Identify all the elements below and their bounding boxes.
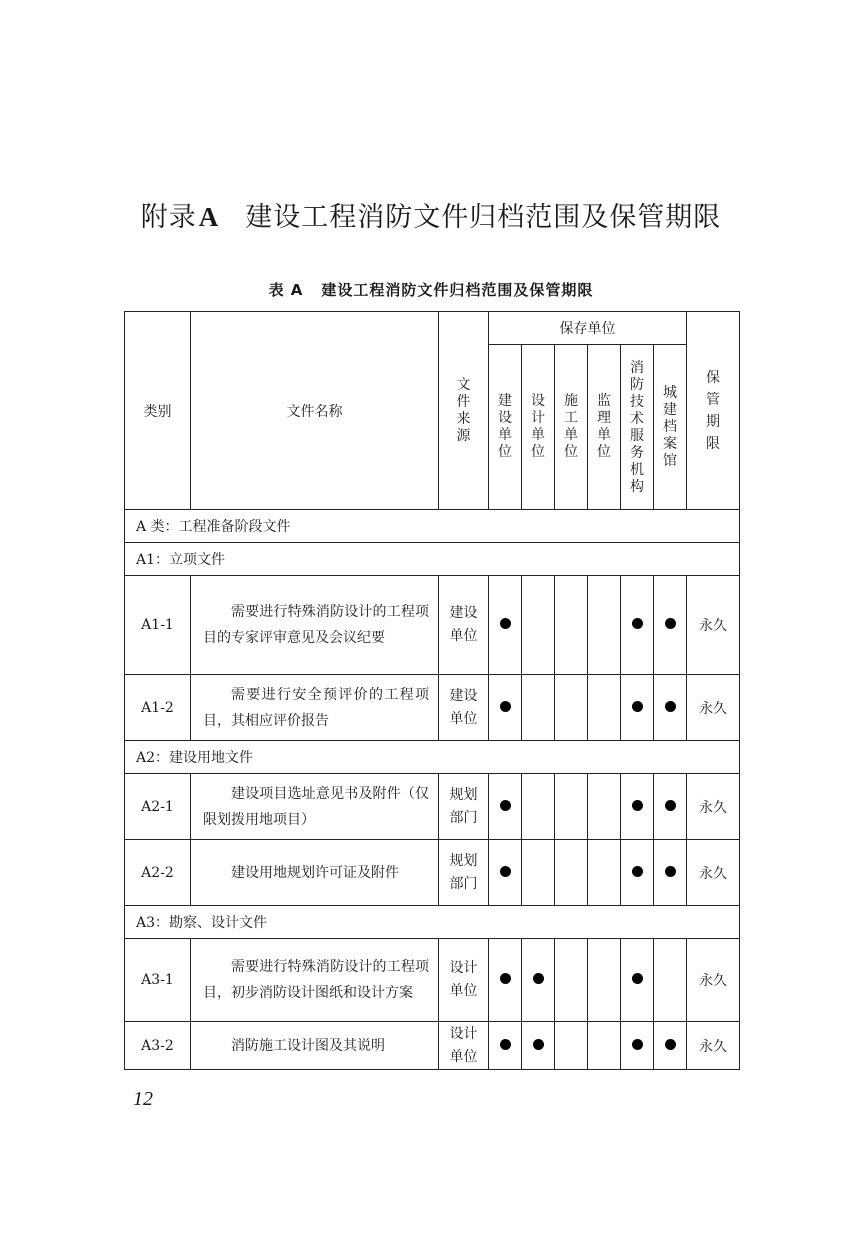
section-row	[125, 906, 740, 939]
filled-dot-icon	[632, 1039, 643, 1050]
archive-table	[124, 311, 740, 1070]
filled-dot-icon	[632, 866, 643, 877]
filled-dot-icon	[665, 866, 676, 877]
mark-cell	[489, 840, 522, 906]
section-a: A 类：工程准备阶段文件	[125, 510, 740, 543]
filled-dot-icon	[665, 701, 676, 712]
header-unit: 建设单位	[489, 345, 522, 510]
table-row	[125, 675, 740, 741]
mark-cell	[522, 939, 555, 1022]
header-unit: 监理单位	[588, 345, 621, 510]
row-code: A1-1	[125, 576, 191, 675]
section-a3: A3：勘察、设计文件	[125, 906, 740, 939]
mark-cell	[621, 840, 654, 906]
row-source: 设计单位	[439, 1022, 489, 1070]
mark-cell	[555, 840, 588, 906]
filled-dot-icon	[665, 800, 676, 811]
filled-dot-icon	[500, 701, 511, 712]
table-row	[125, 1022, 740, 1070]
table-caption	[0, 279, 862, 300]
mark-cell	[654, 774, 687, 840]
mark-cell	[522, 774, 555, 840]
row-period: 永久	[687, 1022, 740, 1070]
mark-cell	[621, 774, 654, 840]
header-unit: 消防技术服务机构	[621, 345, 654, 510]
section-a1: A1：立项文件	[125, 543, 740, 576]
header-save-units: 保存单位	[489, 312, 687, 345]
row-file-name: 需要进行安全预评价的工程项目，其相应评价报告	[191, 675, 439, 741]
page-number: 12	[133, 1088, 153, 1110]
mark-cell	[654, 675, 687, 741]
section-row	[125, 741, 740, 774]
filled-dot-icon	[500, 800, 511, 811]
appendix-prefix: 附录	[140, 202, 197, 233]
mark-cell	[654, 576, 687, 675]
section-row	[125, 543, 740, 576]
appendix-letter: A	[198, 202, 220, 232]
filled-dot-icon	[632, 973, 643, 984]
row-source: 建设单位	[439, 576, 489, 675]
mark-cell	[489, 774, 522, 840]
table-row	[125, 939, 740, 1022]
row-code: A3-2	[125, 1022, 191, 1070]
mark-cell	[522, 1022, 555, 1070]
row-source: 建设单位	[439, 675, 489, 741]
mark-cell	[489, 675, 522, 741]
table-row	[125, 576, 740, 675]
header-unit: 城建档案馆	[654, 345, 687, 510]
header-row-1	[125, 312, 740, 345]
filled-dot-icon	[533, 1039, 544, 1050]
row-source: 规划部门	[439, 774, 489, 840]
header-file-name: 文件名称	[191, 312, 439, 510]
mark-cell	[522, 840, 555, 906]
header-unit: 设计单位	[522, 345, 555, 510]
mark-cell	[588, 1022, 621, 1070]
mark-cell	[522, 675, 555, 741]
mark-cell	[555, 675, 588, 741]
row-code: A1-2	[125, 675, 191, 741]
mark-cell	[555, 576, 588, 675]
row-period: 永久	[687, 675, 740, 741]
header-source: 文件来源	[439, 312, 489, 510]
mark-cell	[489, 939, 522, 1022]
mark-cell	[654, 939, 687, 1022]
mark-cell	[588, 576, 621, 675]
row-code: A3-1	[125, 939, 191, 1022]
section-row	[125, 510, 740, 543]
table-caption-prefix: 表 A	[268, 281, 304, 299]
mark-cell	[522, 576, 555, 675]
row-code: A2-1	[125, 774, 191, 840]
filled-dot-icon	[500, 1039, 511, 1050]
mark-cell	[621, 939, 654, 1022]
mark-cell	[621, 576, 654, 675]
mark-cell	[588, 840, 621, 906]
row-file-name: 建设项目选址意见书及附件（仅限划拨用地项目）	[191, 774, 439, 840]
filled-dot-icon	[500, 618, 511, 629]
row-file-name: 需要进行特殊消防设计的工程项目的专家评审意见及会议纪要	[191, 576, 439, 675]
table-row	[125, 774, 740, 840]
mark-cell	[489, 1022, 522, 1070]
filled-dot-icon	[632, 701, 643, 712]
header-unit: 施工单位	[555, 345, 588, 510]
row-period: 永久	[687, 939, 740, 1022]
mark-cell	[654, 1022, 687, 1070]
mark-cell	[621, 675, 654, 741]
mark-cell	[489, 576, 522, 675]
table-row	[125, 840, 740, 906]
mark-cell	[588, 939, 621, 1022]
mark-cell	[555, 1022, 588, 1070]
appendix-title-text: 建设工程消防文件归档范围及保管期限	[245, 202, 722, 233]
mark-cell	[555, 774, 588, 840]
row-file-name: 建设用地规划许可证及附件	[191, 840, 439, 906]
row-period: 永久	[687, 840, 740, 906]
row-source: 设计单位	[439, 939, 489, 1022]
table-caption-text: 建设工程消防文件归档范围及保管期限	[321, 281, 594, 299]
row-file-name: 需要进行特殊消防设计的工程项目，初步消防设计图纸和设计方案	[191, 939, 439, 1022]
header-category: 类别	[125, 312, 191, 510]
filled-dot-icon	[500, 866, 511, 877]
row-file-name: 消防施工设计图及其说明	[191, 1022, 439, 1070]
filled-dot-icon	[665, 1039, 676, 1050]
mark-cell	[588, 774, 621, 840]
mark-cell	[621, 1022, 654, 1070]
filled-dot-icon	[632, 800, 643, 811]
row-source: 规划部门	[439, 840, 489, 906]
row-period: 永久	[687, 576, 740, 675]
mark-cell	[555, 939, 588, 1022]
filled-dot-icon	[632, 618, 643, 629]
mark-cell	[654, 840, 687, 906]
filled-dot-icon	[665, 618, 676, 629]
row-code: A2-2	[125, 840, 191, 906]
mark-cell	[588, 675, 621, 741]
row-period: 永久	[687, 774, 740, 840]
appendix-title	[0, 195, 862, 234]
section-a2: A2：建设用地文件	[125, 741, 740, 774]
filled-dot-icon	[500, 973, 511, 984]
header-period: 保管期限	[687, 312, 740, 510]
filled-dot-icon	[533, 973, 544, 984]
